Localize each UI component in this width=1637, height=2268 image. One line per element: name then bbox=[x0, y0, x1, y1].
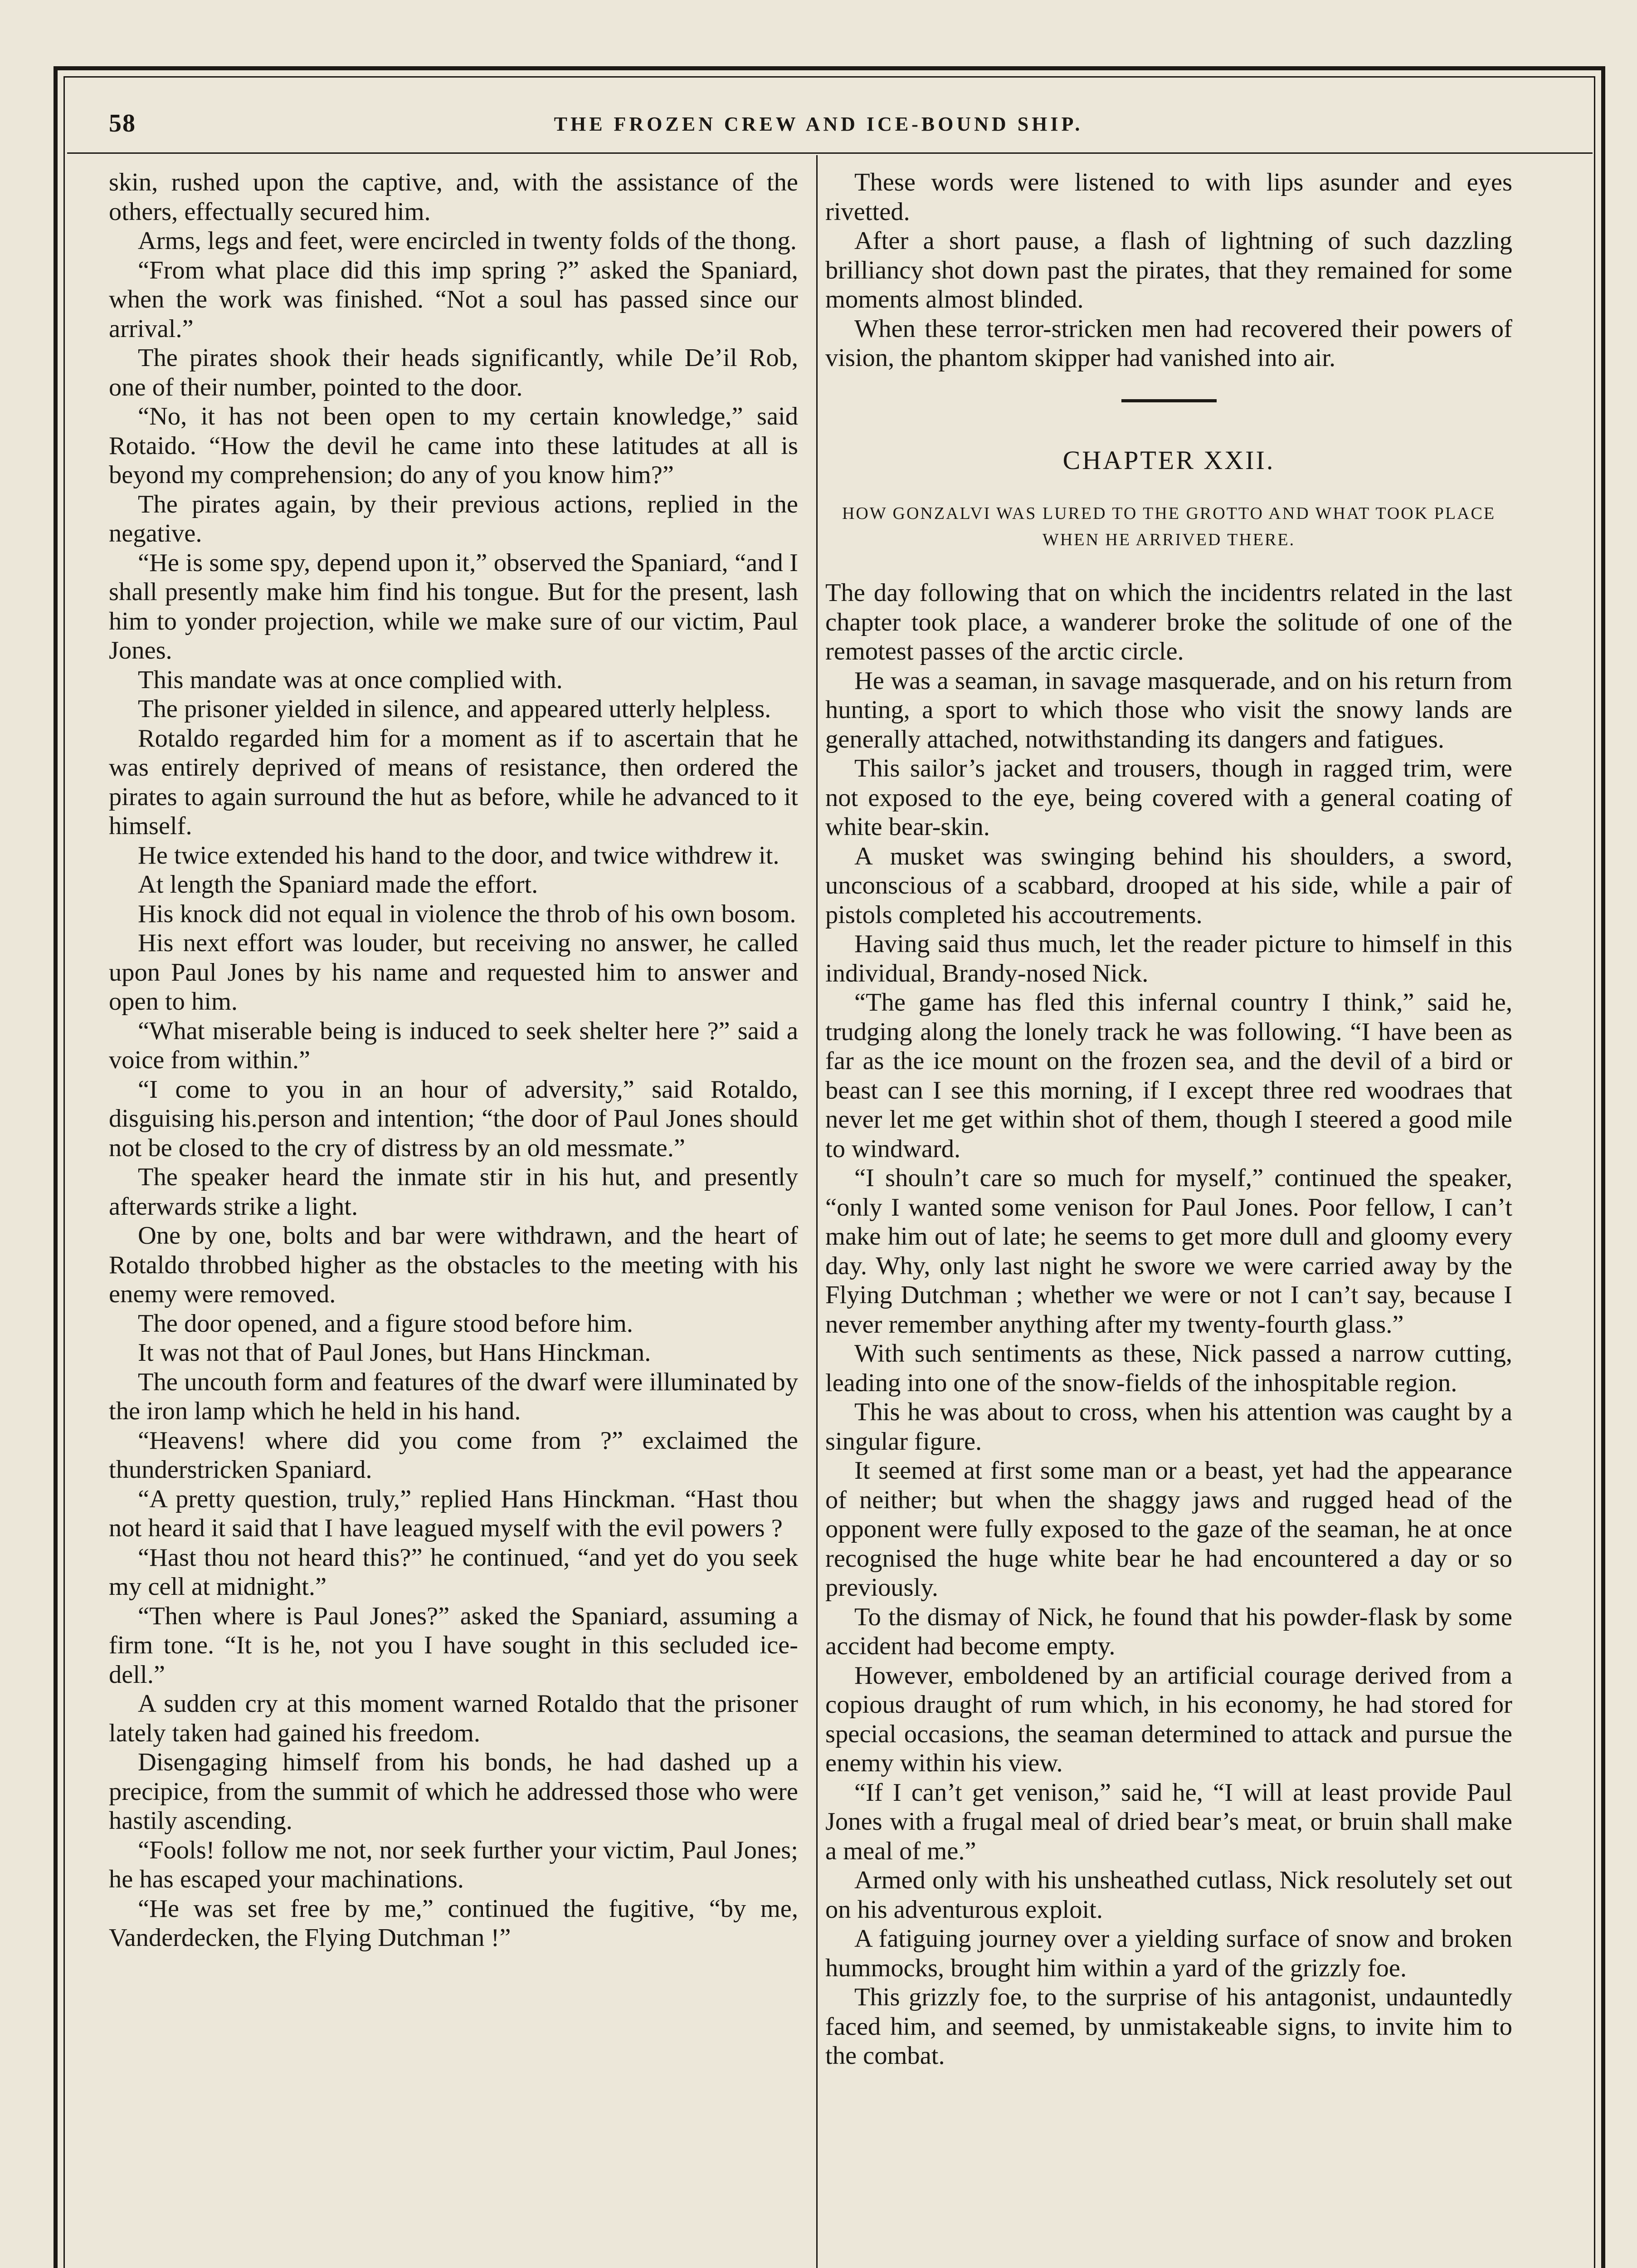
running-title: THE FROZEN CREW AND ICE-BOUND SHIP. bbox=[554, 113, 1083, 135]
paragraph: This grizzly foe, to the surprise of his antagonist, undauntedly faced him, and seemed, by unmistakeable signs, to invite him to the combat. bbox=[825, 1983, 1512, 2070]
paragraph: Rotaldo regarded him for a moment as if to ascertain that he was entirely deprived of means of resistance, then ordered the pirates to again surround the hut as before, while he advanced to it himself. bbox=[109, 724, 798, 840]
paragraph: This he was about to cross, when his attention was caught by a singular figure. bbox=[825, 1398, 1512, 1456]
paragraph: With such sentiments as these, Nick passed a narrow cutting, leading into one of the snow-fields of the inhospitable region. bbox=[825, 1339, 1512, 1397]
paragraph: The speaker heard the inmate stir in his hut, and presently afterwards strike a light. bbox=[109, 1163, 798, 1221]
paragraph: “From what place did this imp spring ?” asked the Spaniard, when the work was finished. “Not a soul has passed since our arrival.” bbox=[109, 256, 798, 343]
paragraph: skin, rushed upon the captive, and, with the assistance of the others, effectually secured him. bbox=[109, 168, 798, 226]
chapter-subtitle: HOW GONZALVI WAS LURED TO THE GROTTO AND WHAT TOOK PLACE WHEN HE ARRIVED THERE. bbox=[842, 504, 1496, 549]
paragraph: The prisoner yielded in silence, and appeared utterly helpless. bbox=[138, 695, 771, 723]
left-column bbox=[109, 168, 798, 2268]
paragraph: When these terror-stricken men had recovered their powers of vision, the phantom skipper had vanished into air. bbox=[825, 314, 1512, 372]
paragraph: This sailor’s jacket and trousers, though in ragged trim, were not exposed to the eye, being covered with a general coating of white bear-skin. bbox=[825, 754, 1512, 841]
paragraph: “I come to you in an hour of adversity,” said Rotaldo, disguising his.person and intention; “the door of Paul Jones should not be closed to the cry of distress by an old messmate.” bbox=[109, 1075, 798, 1162]
paragraph: A fatiguing journey over a yielding surface of snow and broken hummocks, brought him within a yard of the grizzly foe. bbox=[825, 1925, 1512, 1982]
paragraph: A sudden cry at this moment warned Rotaldo that the prisoner lately taken had gained his freedom. bbox=[109, 1690, 798, 1747]
paragraph: Disengaging himself from his bonds, he had dashed up a precipice, from the summit of which he addressed those who were hastily ascending. bbox=[109, 1748, 798, 1835]
paragraph: At length the Spaniard made the effort. bbox=[138, 870, 538, 899]
paragraph: “Hast thou not heard this?” he continued, “and yet do you seek my cell at midnight.” bbox=[109, 1543, 798, 1601]
paragraph: “Then where is Paul Jones?” asked the Spaniard, assuming a firm tone. “It is he, not you I have sought in this secluded ice-dell.” bbox=[109, 1602, 798, 1689]
paragraph: He twice extended his hand to the door, and twice withdrew it. bbox=[138, 841, 780, 870]
paragraph: A musket was swinging behind his shoulders, a sword, unconscious of a scabbard, drooped at his side, while a pair of pistols completed his accoutrements. bbox=[825, 842, 1512, 929]
paragraph: The uncouth form and features of the dwarf were illuminated by the iron lamp which he held in his hand. bbox=[109, 1368, 798, 1425]
paragraph: His next effort was louder, but receiving no answer, he called upon Paul Jones by his name and requested him to answer and open to him. bbox=[109, 929, 798, 1016]
paragraph: To the dismay of Nick, he found that his powder-flask by some accident had become empty. bbox=[825, 1603, 1512, 1660]
running-head bbox=[109, 109, 1528, 150]
section-rule bbox=[1121, 399, 1217, 402]
paragraph: Armed only with his unsheathed cutlass, Nick resolutely set out on his adventurous exploit. bbox=[825, 1866, 1512, 1924]
paragraph: “What miserable being is induced to seek shelter here ?” said a voice from within.” bbox=[109, 1017, 798, 1074]
paragraph: After a short pause, a flash of lightning of such dazzling brilliancy shot down past the pirates, that they remained for some moments almost blinded. bbox=[825, 227, 1512, 313]
paragraph: These words were listened to with lips asunder and eyes rivetted. bbox=[825, 168, 1512, 226]
paragraph: He was a seaman, in savage masquerade, and on his return from hunting, a sport to which those who visit the snowy lands are generally attached, notwithstanding its dangers and fatigues. bbox=[825, 666, 1512, 753]
paragraph: The pirates again, by their previous actions, replied in the negative. bbox=[109, 490, 798, 547]
chapter-heading: CHAPTER XXII. bbox=[1062, 445, 1275, 475]
paragraph: “He is some spy, depend upon it,” observed the Spaniard, “and I shall presently make him find his tongue. But for the present, lash him to yonder projection, while we make sure of our victim, Paul Jones. bbox=[109, 548, 798, 665]
paragraph: “Heavens! where did you come from ?” exclaimed the thunderstricken Spaniard. bbox=[109, 1426, 798, 1484]
page-number: 58 bbox=[109, 109, 136, 137]
paragraph: “A pretty question, truly,” replied Hans Hinckman. “Hast thou not heard it said that I have leagued myself with the evil powers ? bbox=[109, 1485, 798, 1542]
paragraph: It was not that of Paul Jones, but Hans Hinckman. bbox=[138, 1339, 651, 1367]
paragraph: The door opened, and a figure stood before him. bbox=[138, 1309, 633, 1338]
paragraph: The pirates shook their heads significantly, while De’il Rob, one of their number, pointed to the door. bbox=[109, 344, 798, 401]
paragraph: “He was set free by me,” continued the fugitive, “by me, Vanderdecken, the Flying Dutchman !” bbox=[109, 1894, 798, 1952]
paragraph: The day following that on which the incidentrs related in the last chapter took place, a wanderer broke the solitude of one of the remotest passes of the arctic circle. bbox=[825, 579, 1512, 665]
paragraph: Arms, legs and feet, were encircled in twenty folds of the thong. bbox=[138, 227, 797, 255]
paragraph: “The game has fled this infernal country I think,” said he, trudging along the lonely track he was following. “I have been as far as the ice mount on the frozen sea, and the devil of a bird or beast can I see this morning, if I except three red woodraes that never let me get within shot of them, though I steered a good mile to windward. bbox=[825, 988, 1512, 1163]
paragraph: “If I can’t get venison,” said he, “I will at least provide Paul Jones with a frugal meal of dried bear’s meat, or bruin shall make a meal of me.” bbox=[825, 1778, 1512, 1865]
right-column bbox=[825, 168, 1512, 2268]
paragraph: However, emboldened by an artificial courage derived from a copious draught of rum which, in his economy, he had stored for special occasions, the seaman determined to attack and pursue the enemy within his view. bbox=[825, 1661, 1512, 1777]
header-rule bbox=[67, 152, 1593, 154]
paragraph: One by one, bolts and bar were withdrawn, and the heart of Rotaldo throbbed higher as the obstacles to the meeting with his enemy were removed. bbox=[109, 1222, 798, 1308]
paragraph: It seemed at first some man or a beast, yet had the appearance of neither; but when the shaggy jaws and rugged head of the opponent were fully exposed to the gaze of the seaman, he at once recognised the huge white bear he had encountered a day or so previously. bbox=[825, 1457, 1512, 1602]
paragraph: “I shouln’t care so much for myself,” continued the speaker, “only I wanted some venison for Paul Jones. Poor fellow, I can’t make him out of late; he seems to get more dull and gloomy every day. Why, only last night he swore we were carried away by the Flying Dutchman ; whether we were or not I can’t say, because I never remember anything after my twenty-fourth glass.” bbox=[825, 1164, 1512, 1339]
paragraph: Having said thus much, let the reader picture to himself in this individual, Brandy-nosed Nick. bbox=[825, 930, 1512, 987]
paragraph: This mandate was at once complied with. bbox=[138, 665, 563, 694]
paragraph: “Fools! follow me not, nor seek further your victim, Paul Jones; he has escaped your machinations. bbox=[109, 1836, 798, 1893]
column-divider bbox=[816, 155, 818, 2268]
paragraph: “No, it has not been open to my certain knowledge,” said Rotaido. “How the devil he came into these latitudes at all is beyond my comprehension; do any of you know him?” bbox=[109, 402, 798, 489]
paragraph: His knock did not equal in violence the throb of his own bosom. bbox=[138, 899, 796, 928]
